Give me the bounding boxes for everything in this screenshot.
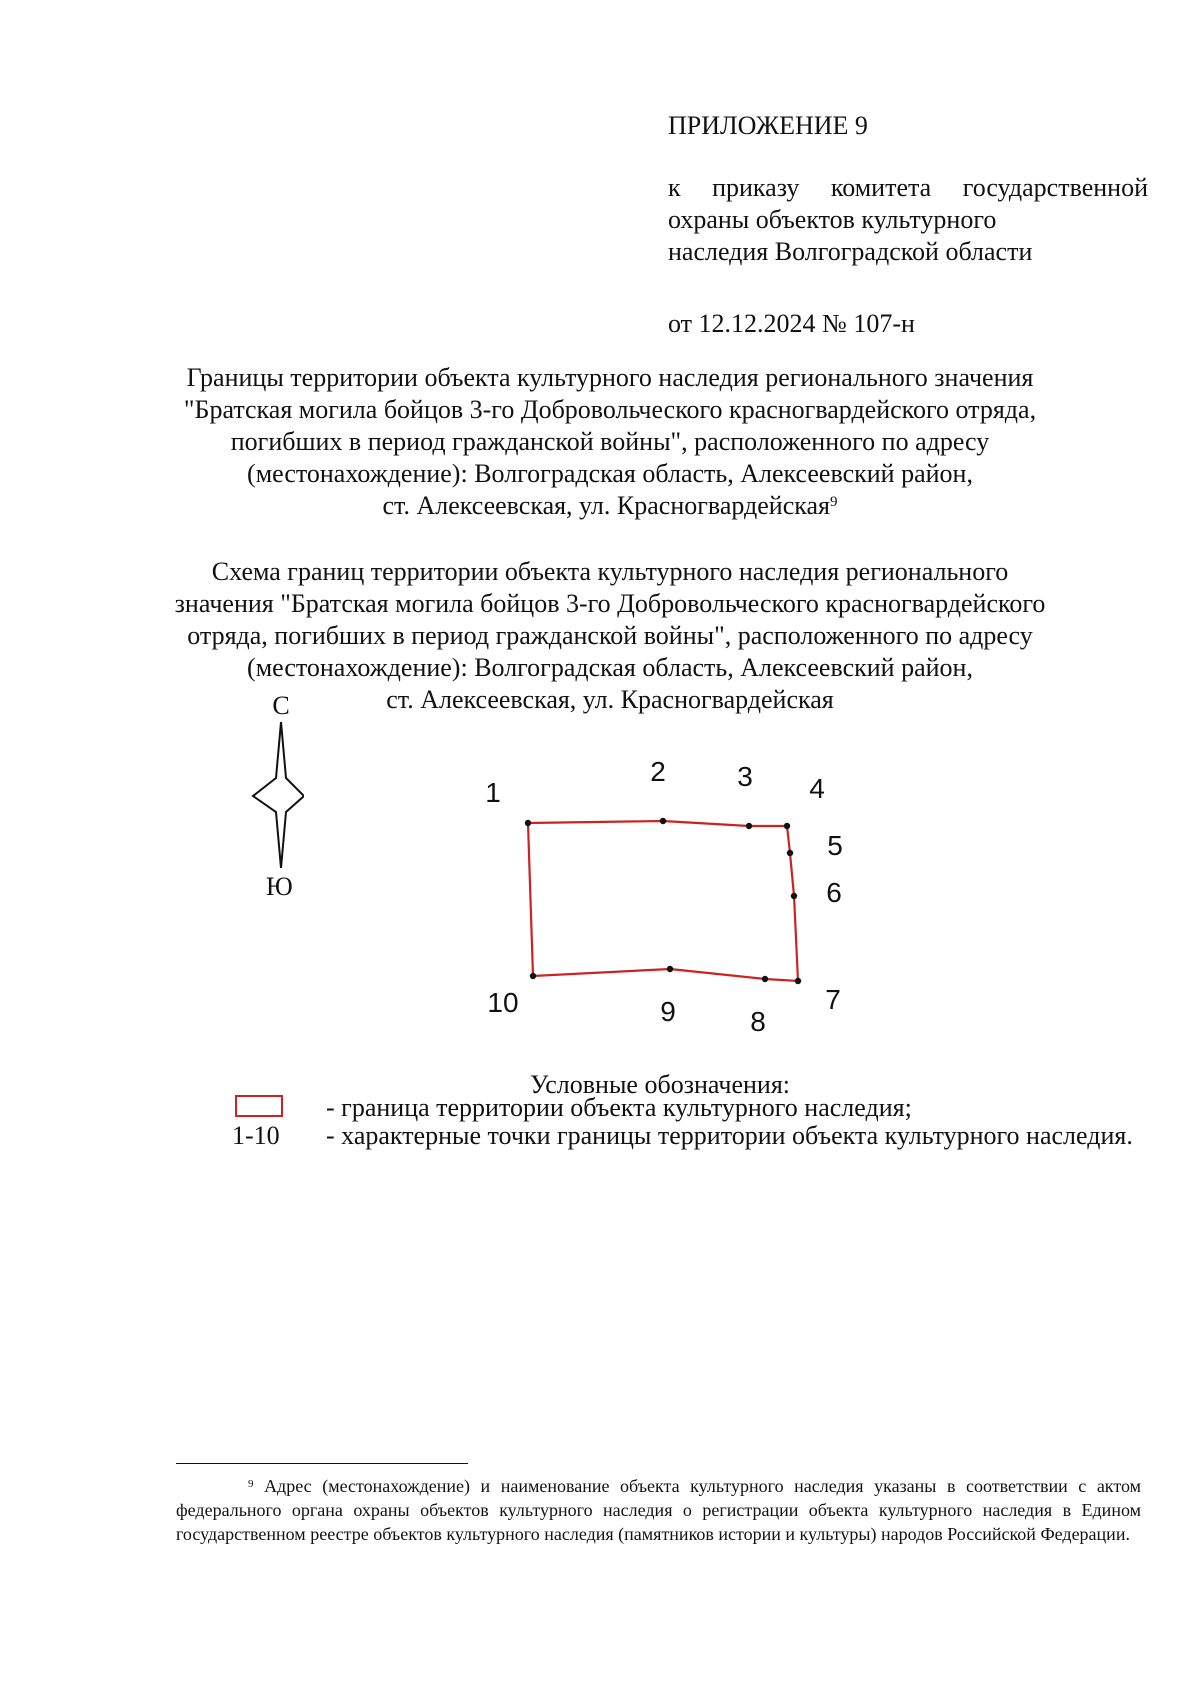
- territory-boundary: [528, 821, 798, 981]
- footnote-text: Адрес (местонахождение) и наименование объекта культурного наследия указаны в соответствии с актом федерального органа охраны объектов культурного наследия о регистрации объекта культурного наследия в Едином государственном реестре объектов культурного наследия (памятников истории и культуры) народов Российской Федерации.: [176, 1476, 1141, 1544]
- boundary-point-label-5: 5: [827, 830, 843, 861]
- title-line-5: [140, 490, 1080, 522]
- boundary-point-7: [795, 978, 801, 984]
- boundary-point-label-3: 3: [737, 761, 753, 792]
- boundary-point-label-2: 2: [650, 756, 666, 787]
- boundary-point-2: [660, 818, 666, 824]
- boundary-point-9: [667, 966, 673, 972]
- title-line-2: "Братская могила бойцов 3-го Добровольческого красногвардейского отряда,: [183, 395, 1037, 424]
- boundary-point-label-8: 8: [750, 1006, 766, 1037]
- compass-rose-icon: [248, 722, 304, 868]
- title-line-1: Границы территории объекта культурного наследия регионального значения: [186, 363, 1034, 392]
- title-line-5-text: ст. Алексеевская, ул. Красногвардейская: [382, 491, 830, 520]
- order-reference: [668, 172, 1148, 268]
- legend-boundary-description: - граница территории объекта культурного наследия;: [326, 1093, 912, 1122]
- boundary-point-label-4: 4: [809, 773, 825, 804]
- boundary-point-4: [784, 823, 790, 829]
- boundary-point-label-10: 10: [487, 987, 519, 1018]
- boundary-point-1: [525, 820, 531, 826]
- compass-north-label: С: [272, 691, 290, 720]
- boundary-points: [525, 818, 801, 984]
- compass-south-label: Ю: [266, 872, 293, 901]
- boundary-point-label-7: 7: [825, 984, 841, 1015]
- scheme-line-1: Схема границ территории объекта культурного наследия регионального: [211, 557, 1009, 586]
- legend-points-range: 1-10: [232, 1121, 280, 1150]
- scheme-line-2: значения "Братская могила бойцов 3-го Добровольческого красногвардейского: [174, 589, 1046, 618]
- boundary-point-labels: [485, 756, 843, 1037]
- order-reference-line-1: к приказу комитета государственной: [668, 173, 1148, 202]
- scheme-line-5: ст. Алексеевская, ул. Красногвардейская: [386, 685, 834, 714]
- legend-title: Условные обозначения:: [529, 1070, 791, 1099]
- order-reference-line-3: наследия Волгоградской области: [668, 237, 1033, 266]
- boundary-plan: [440, 740, 880, 1040]
- legend-boundary-swatch: [235, 1095, 283, 1117]
- legend-points-description: - характерные точки границы территории объекта культурного наследия.: [326, 1121, 1133, 1150]
- boundary-point-10: [530, 973, 536, 979]
- order-date-number: от 12.12.2024 № 107-н: [668, 309, 915, 338]
- footnote-mark: 9: [248, 1478, 254, 1490]
- footnote: [176, 1474, 1141, 1546]
- scheme-line-4: (местонахождение): Волгоградская область, Алексеевский район,: [247, 653, 973, 682]
- boundary-point-6: [791, 893, 797, 899]
- approval-block: [668, 110, 1148, 340]
- boundary-point-3: [746, 823, 752, 829]
- scheme-line-3: отряда, погибших в период гражданской войны", расположенного по адресу: [187, 621, 1033, 650]
- document-title: [140, 362, 1080, 522]
- order-reference-line-2: охраны объектов культурного: [668, 205, 997, 234]
- appendix-heading: ПРИЛОЖЕНИЕ 9: [668, 111, 868, 140]
- boundary-point-label-1: 1: [485, 777, 501, 808]
- boundary-point-5: [787, 850, 793, 856]
- title-line-3: погибших в период гражданской войны", расположенного по адресу: [230, 427, 990, 456]
- boundary-point-label-9: 9: [660, 996, 676, 1027]
- title-footnote-mark: 9: [829, 494, 838, 510]
- title-line-4: (местонахождение): Волгоградская область, Алексеевский район,: [247, 459, 973, 488]
- boundary-point-8: [762, 976, 768, 982]
- boundary-point-label-6: 6: [826, 877, 842, 908]
- footnote-separator: [176, 1463, 468, 1464]
